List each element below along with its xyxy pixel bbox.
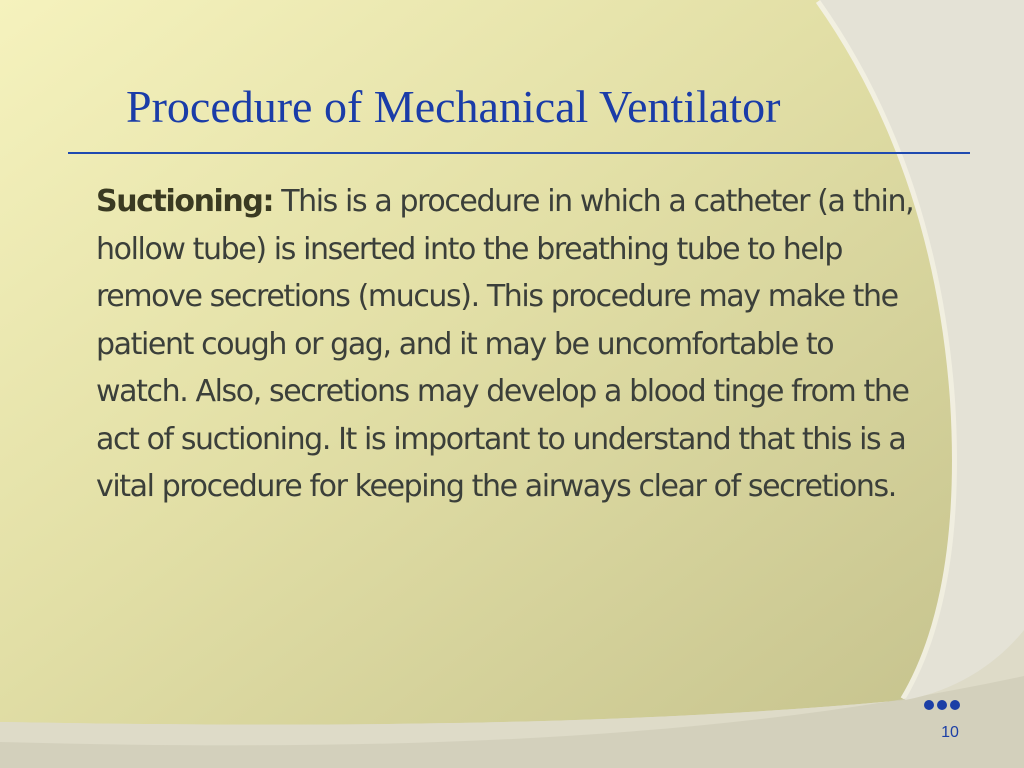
dot (950, 700, 960, 710)
three-dots-icon (924, 700, 964, 714)
term-label: Suctioning: (96, 184, 274, 219)
page-number: 10 (941, 724, 959, 741)
slide-title: Procedure of Mechanical Ventilator (126, 81, 781, 132)
dot (937, 700, 947, 710)
dot (924, 700, 934, 710)
slide-body-text (96, 178, 926, 511)
term-description: This is a procedure in which a catheter (a thin, hollow tube) is inserted into the breathing tube to help remove secretions (mucus). This procedure may make the patient cough or gag, and it may be uncomfortable to watch. Also, secretions may develop a blood tinge from the act of suctioning. It is important to understand that this is a vital procedure for keeping the airways clear of secretions. (96, 184, 914, 504)
title-divider (68, 152, 970, 154)
